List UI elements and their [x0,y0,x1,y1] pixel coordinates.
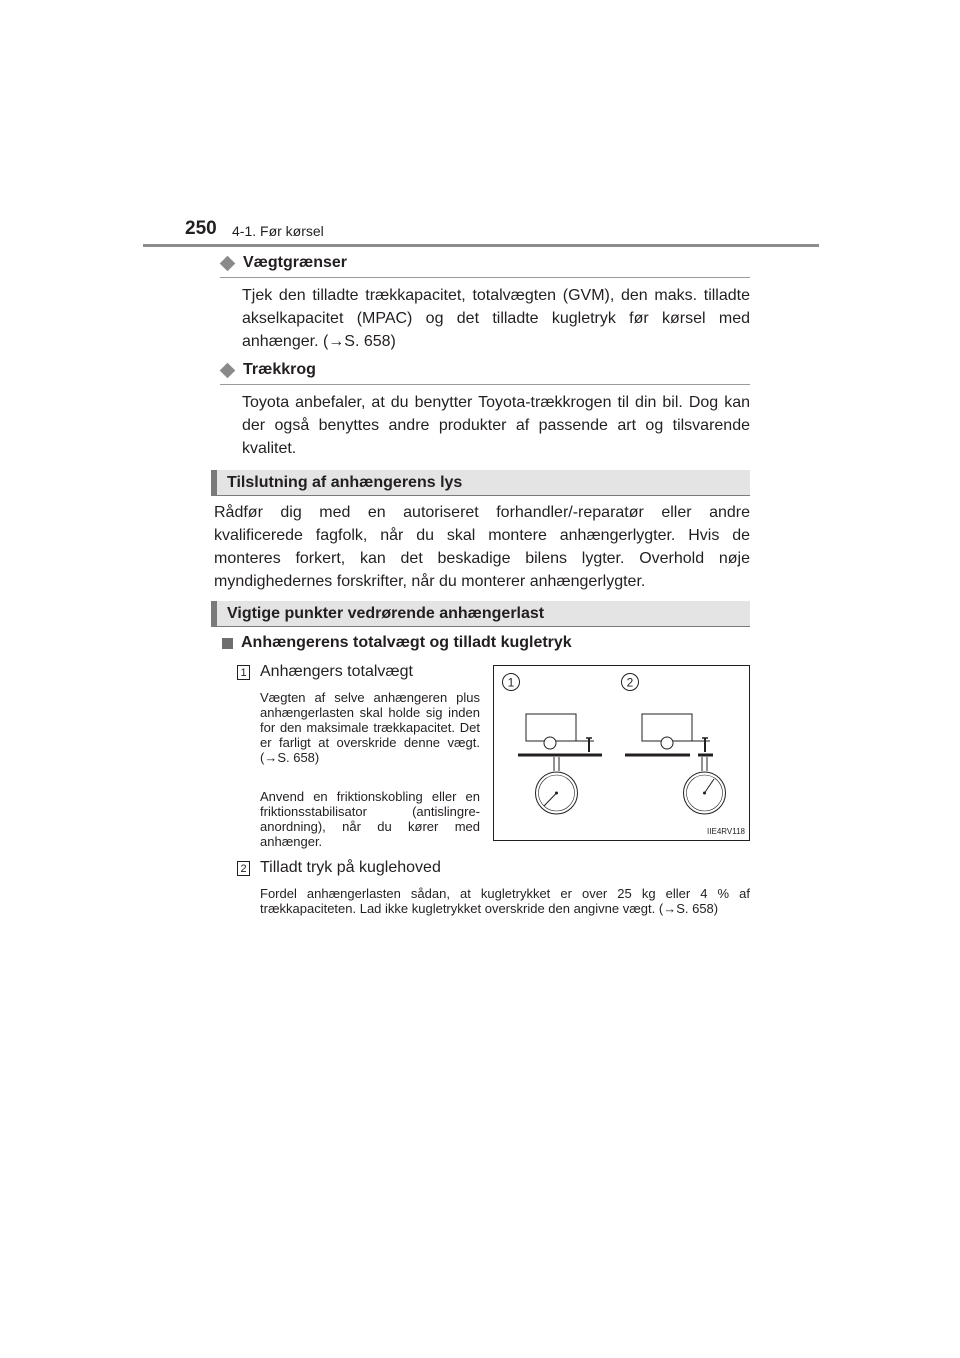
square-bullet-icon [222,638,233,649]
page-number: 250 [185,218,217,239]
load-subheading [222,634,572,652]
weight-limits-rule [220,277,750,278]
lights-section-rule [211,495,750,496]
tow-hook-rule [220,384,750,385]
trailer-weight-figure [493,665,750,841]
header-rule [143,244,819,247]
item-2-text: Fordel anhængerlasten sådan, at kugletrykket er over 25 kg eller 4 % af trækkapaciteten. Lad ikke kugletrykket overskride den angivne vægt. (→S. 658) [260,886,750,916]
figure-label-1-text: 1 [507,675,515,690]
lights-section-heading: Tilslutning af anhængerens lys [211,470,750,495]
weight-limits-body: Tjek den tilladte trækkapacitet, totalvægten (GVM), den maks. tilladte akselkapacitet (MPAC) og det tilladte kugletryk før kørsel med anhænger. (→S. 658) [242,287,750,350]
item-1-number-icon: 1 [237,665,250,680]
load-section-rule [211,626,750,627]
item-2-number-icon: 2 [237,861,250,876]
item-2-title: Tilladt tryk på kuglehoved [260,859,441,876]
weight-limits-heading [220,254,347,272]
figure-label-2 [622,674,639,691]
tow-hook-title: Trækkrog [243,361,316,378]
tow-hook-body: Toyota anbefaler, at du benytter Toyota-trækkrogen til din bil. Dog kan der også benyttes andre produkter af passende art og tilsvarende kvalitet. [242,394,750,457]
lights-section-body: Rådfør dig med en autoriseret forhandler/-reparatør eller andre kvalificerede fagfolk, når du skal montere anhængerlygter. Hvis de monteres forkert, kan det beskadige bilens lygter. Overhold nøje myndighedernes forskrifter, når du monterer anhængerlygter. [214,504,750,590]
trailer-wheel-icon [544,737,556,749]
load-section-heading: Vigtige punkter vedrørende anhængerlast [211,601,750,626]
trailer-total-weight-scene [518,714,602,814]
tow-hook-heading [220,361,316,379]
item-1-title: Anhængers totalvægt [260,663,413,680]
diamond-bullet-icon [220,362,236,378]
load-subheading-text: Anhængerens totalvægt og tilladt kugletryk [241,634,572,651]
item-1-text: Vægten af selve anhængeren plus anhængerlasten skal holde sig inden for den maksimale trækkapacitet. Det er farligt at overskride denne vægt. (→S. 658) [260,690,480,765]
weight-limits-title: Vægtgrænser [243,254,348,271]
tongue-load-scene [625,714,726,814]
figure-label-1 [503,674,520,691]
item-1-note: Anvend en friktionskobling eller en friktionsstabilisator (antislingre-anordning), når du kører med anhænger. [260,789,480,849]
diamond-bullet-icon [220,255,236,271]
figure-label-2-text: 2 [626,675,634,690]
chapter-title: 4-1. Før kørsel [232,223,324,239]
trailer-wheel-icon [661,737,673,749]
trailer-scale-illustration [494,666,749,840]
figure-code: IIE4RV118 [707,827,745,836]
